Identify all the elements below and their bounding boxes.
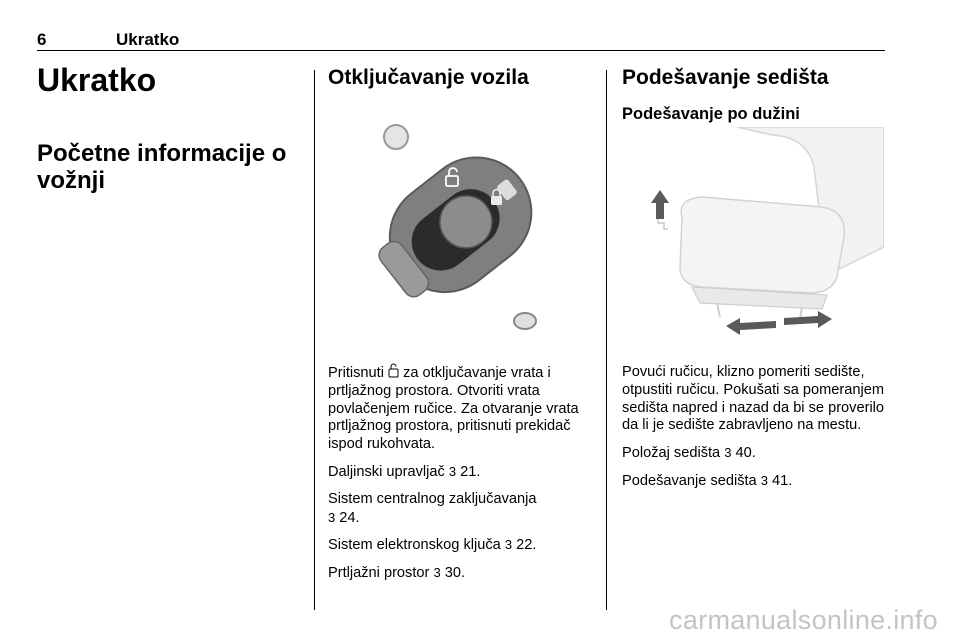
- cross-reference[interactable]: Daljinski upravljač 3 21.: [328, 463, 481, 480]
- cross-reference[interactable]: Sistem elektronskog ključa 3 22.: [328, 537, 537, 554]
- seat-adjustment-heading: Podešavanje sedišta: [622, 66, 829, 89]
- running-title: Ukratko: [116, 30, 180, 49]
- unlock-paragraph: Pritisnuti za otključavanje vrata i prtljažnog prostora. Otvoriti vrata povlačenjem ručice. Za otvaranje vrata prtljažnog prostora, pritisnuti prekidač ispod rukohvata.: [328, 365, 579, 453]
- cross-reference[interactable]: Prtljažni prostor 3 30.: [328, 565, 466, 582]
- reference-arrow-icon: 3: [724, 445, 732, 461]
- longitudinal-adjustment-subheading: Podešavanje po dužini: [622, 105, 800, 123]
- seat-adjust-paragraph: Povući ručicu, klizno pomeriti sedište, otpustiti ručicu. Pokušati sa pomeranjem sedišta napred i nazad da bi se proverilo da li je sedište zabravljeno na mestu.: [622, 364, 885, 434]
- header-rule: [37, 50, 885, 51]
- column-2: [328, 64, 590, 592]
- cross-reference[interactable]: Položaj sedišta 3 40.: [622, 445, 756, 462]
- watermark: carmanualsonline.info: [669, 605, 938, 635]
- seat-adjustment-illustration: [622, 127, 884, 339]
- reference-arrow-icon: 3: [448, 463, 457, 479]
- key-fob-illustration: [328, 96, 590, 344]
- cross-reference[interactable]: Podešavanje sedišta 3 41.: [622, 472, 793, 489]
- column-3: [622, 64, 887, 500]
- reference-arrow-icon: 3: [433, 565, 441, 581]
- reference-arrow-icon: 3: [504, 537, 513, 553]
- column-divider: [606, 70, 607, 610]
- chapter-title: Početne informacije o vožnji: [37, 140, 287, 194]
- cross-reference[interactable]: Sistem centralnog zaključavanja 3 24.: [328, 490, 537, 526]
- section-title: Ukratko: [37, 62, 157, 98]
- unlock-icon: [388, 363, 399, 378]
- page-header: [37, 30, 885, 50]
- column-divider: [314, 70, 315, 610]
- column-1: [37, 60, 299, 194]
- page-number: 6: [37, 30, 47, 49]
- reference-arrow-icon: 3: [760, 472, 768, 488]
- reference-arrow-icon: 3: [328, 509, 336, 525]
- unlocking-heading: Otključavanje vozila: [328, 66, 529, 89]
